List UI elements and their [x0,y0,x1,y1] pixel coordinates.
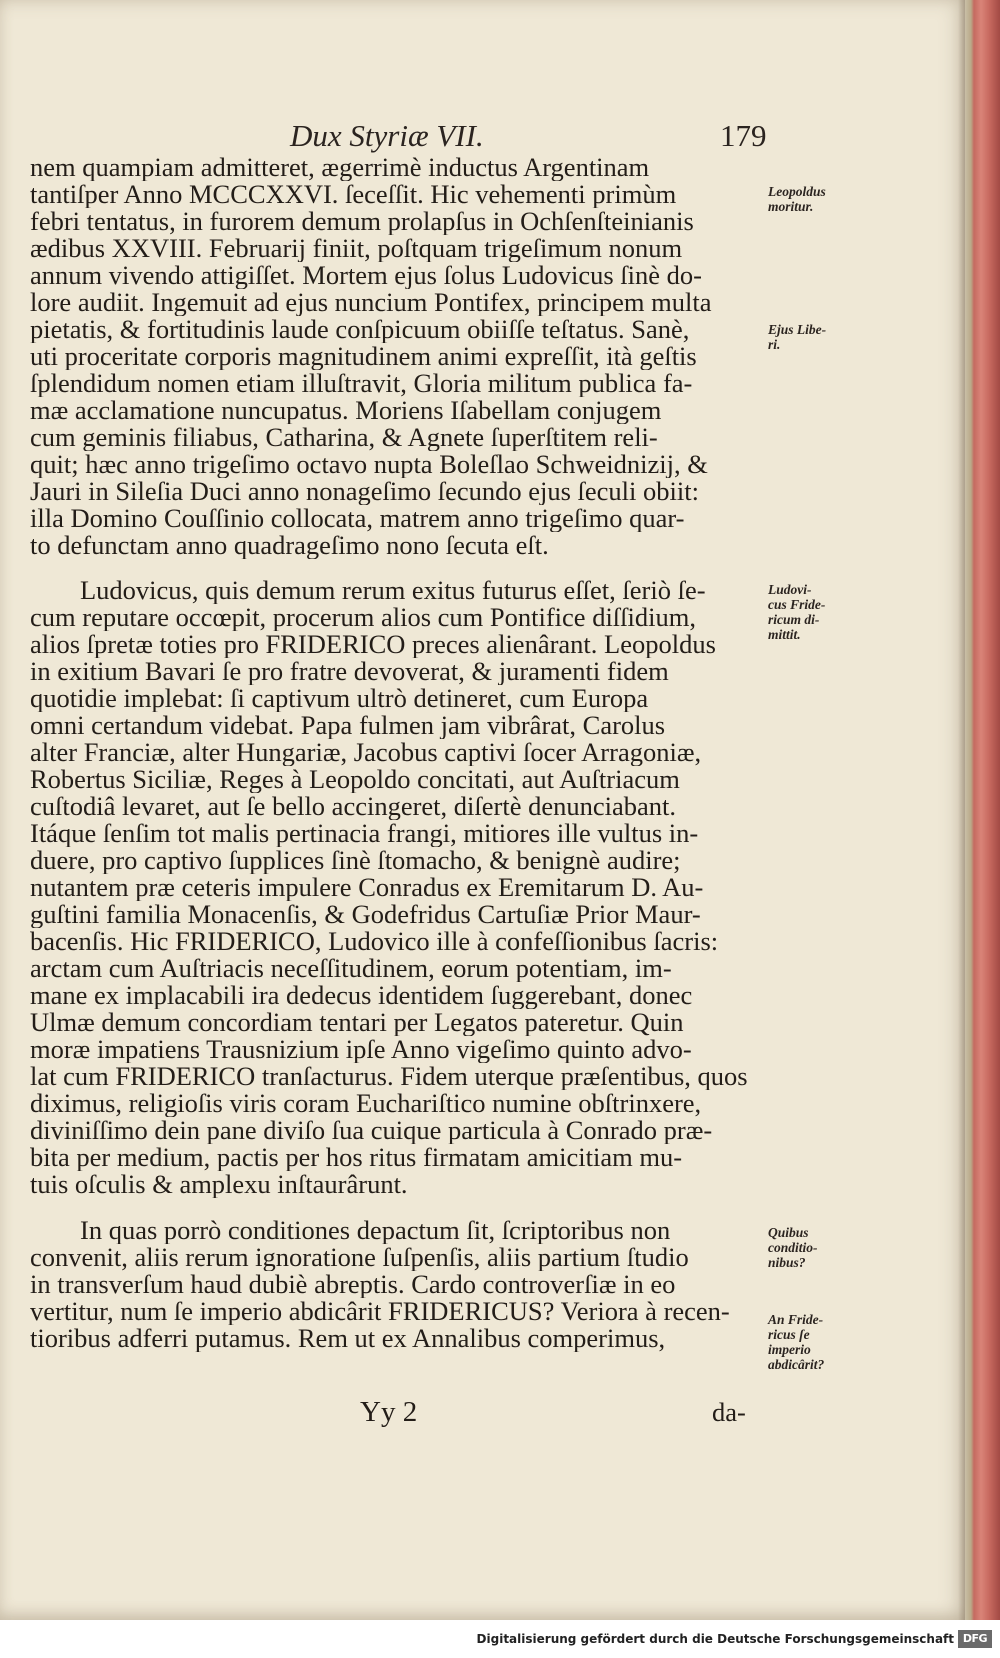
catchword: da- [712,1397,746,1427]
text-line: pietatis, & fortitudinis laude conſpicuum obiiſſe teſtatus. Sanè, [30,315,690,343]
text-line: nutantem præ ceteris impulere Conradus ex Eremitarum D. Au- [30,873,704,901]
marginal-note [768,184,860,214]
marginal-note-line: cus Fride- [768,597,826,612]
marginal-note-line: Ludovi- [768,582,812,597]
text-line: quotidie implebat: ſi captivum ultrò detineret, cum Europa [30,684,649,712]
text-line: omni certandum videbat. Papa fulmen jam vibrârat, Carolus [30,711,666,739]
text-line: arctam cum Auſtriacis neceſſitudinem, eorum potentiam, im- [30,954,672,982]
book-edge [965,0,1000,1620]
text-line: moræ impatiens Trausnizium ipſe Anno vigeſimo quinto advo- [30,1035,692,1063]
marginal-note-line: Quibus [768,1225,809,1240]
text-line: Ulmæ demum concordiam tentari per Legatos pateretur. Quin [30,1008,684,1036]
marginal-note-line: Ejus Libe- [768,322,827,337]
text-line: quit; hæc anno trigeſimo octavo nupta Boleſlao Schweidnizij, & [30,450,708,478]
text-line: Robertus Siciliæ, Reges à Leopoldo concitati, aut Auſtriacum [30,765,680,793]
text-line: febri tentatus, in furorem demum prolapſus in Ochſenſteinianis [30,207,694,235]
text-line: cuſtodiâ levaret, aut ſe bello accingeret, diſertè denunciabant. [30,792,677,820]
text-line: mæ acclamatione nuncupatus. Moriens Iſabellam conjugem [30,396,662,424]
text-line: cum reputare occœpit, procerum alios cum Pontifice diſſidium, [30,603,696,631]
text-line: diviniſſimo dein pane diviſo ſua cuique particula à Conrado præ- [30,1116,713,1144]
text-line: In quas porrò conditiones depactum ſit, ſcriptoribus non [80,1216,671,1244]
marginal-note-line: moritur. [768,199,814,214]
text-line: nem quampiam admitteret, ægerrimè inductus Argentinam [30,153,650,181]
text-line: Jauri in Sileſia Duci anno nonageſimo ſecundo ejus ſeculi obiit: [30,477,699,505]
text-line: in exitium Bavari ſe pro fratre devoverat, & juramenti fidem [30,657,669,685]
footer-bar [0,1620,1000,1658]
text-line: guſtini familia Monacenſis, & Godefridus Cartuſiæ Prior Maur- [30,900,701,928]
marginal-note-line: nibus? [768,1255,806,1270]
running-head: Dux Styriæ VII. [290,118,484,153]
marginal-note-line: ricum di- [768,612,820,627]
text-line: convenit, aliis rerum ignoratione ſuſpenſis, aliis partium ſtudio [30,1243,689,1271]
text-line: lore audiit. Ingemuit ad ejus nuncium Pontifex, principem multa [30,288,712,316]
marginal-note [768,1225,860,1270]
text-line: illa Domino Couſſinio collocata, matrem anno trigeſimo quar- [30,504,685,532]
marginal-note-line: ri. [768,337,781,352]
text-line: Ludovicus, quis demum rerum exitus futurus eſſet, ſeriò ſe- [80,576,706,604]
marginal-note-line: Leopoldus [768,184,826,199]
text-line: tantiſper Anno MCCCXXVI. ſeceſſit. Hic vehementi primùm [30,180,677,208]
text-line: tioribus adferri putamus. Rem ut ex Annalibus comperimus, [30,1324,666,1352]
marginal-note-line: ricus ſe [768,1327,810,1342]
dfg-logo: DFG [958,1630,992,1648]
text-line: alter Franciæ, alter Hungariæ, Jacobus captivi ſocer Arragoniæ, [30,738,702,766]
marginal-note-line: imperio [768,1342,811,1357]
page-number: 179 [720,118,767,153]
text-line: vertitur, num ſe imperio abdicârit FRIDERICUS? Veriora à recen- [30,1297,730,1325]
text-line: ædibus XXVIII. Februarij finiit, poſtquam trigeſimum nonum [30,234,683,262]
text-line: cum geminis filiabus, Catharina, & Agnete ſuperſtitem reli- [30,423,658,451]
text-line: bacenſis. Hic FRIDERICO, Ludovico ille à confeſſionibus ſacris: [30,927,719,955]
text-line: Itáque ſenſim tot malis pertinacia frangi, mitiores ille vultus in- [30,819,699,847]
marginal-note [768,322,860,352]
text-line: ſplendidum nomen etiam illuſtravit, Gloria militum publica fa- [30,369,693,397]
text-line: uti proceritate corporis magnitudinem animi expreſſit, ità geſtis [30,342,697,370]
text-line: alios ſpretæ toties pro FRIDERICO preces alienârant. Leopoldus [30,630,716,658]
marginal-note-line: mittit. [768,627,801,642]
text-line: annum vivendo attigiſſet. Mortem ejus ſolus Ludovicus ſinè do- [30,261,702,289]
text-line: bita per medium, pactis per hos ritus firmatam amicitiam mu- [30,1143,683,1171]
marginal-note-line: abdicârit? [768,1357,825,1372]
text-line: lat cum FRIDERICO tranſacturus. Fidem uterque præſentibus, quos [30,1062,748,1090]
marginal-note-line: An Fride- [768,1312,824,1327]
marginal-note [768,582,860,642]
text-line: mane ex implacabili ira dedecus identidem ſuggerebant, donec [30,981,693,1009]
text-line: in transverſum haud dubiè abreptis. Cardo controverſiæ in eo [30,1270,676,1298]
text-line: to defunctam anno quadrageſimo nono ſecuta eſt. [30,531,549,559]
footer-credit: Digitalisierung gefördert durch die Deutsche Forschungsgemeinschaft [476,1632,954,1646]
text-line: duere, pro captivo ſupplices ſinè ſtomacho, & benignè audire; [30,846,681,874]
text-line: diximus, religioſis viris coram Euchariſtico numine obſtrinxere, [30,1089,702,1117]
text-line: tuis oſculis & amplexu inſtaurârunt. [30,1170,408,1198]
signature-mark: Yy 2 [360,1396,418,1428]
marginal-note [768,1312,860,1372]
marginal-note-line: conditio- [768,1240,818,1255]
